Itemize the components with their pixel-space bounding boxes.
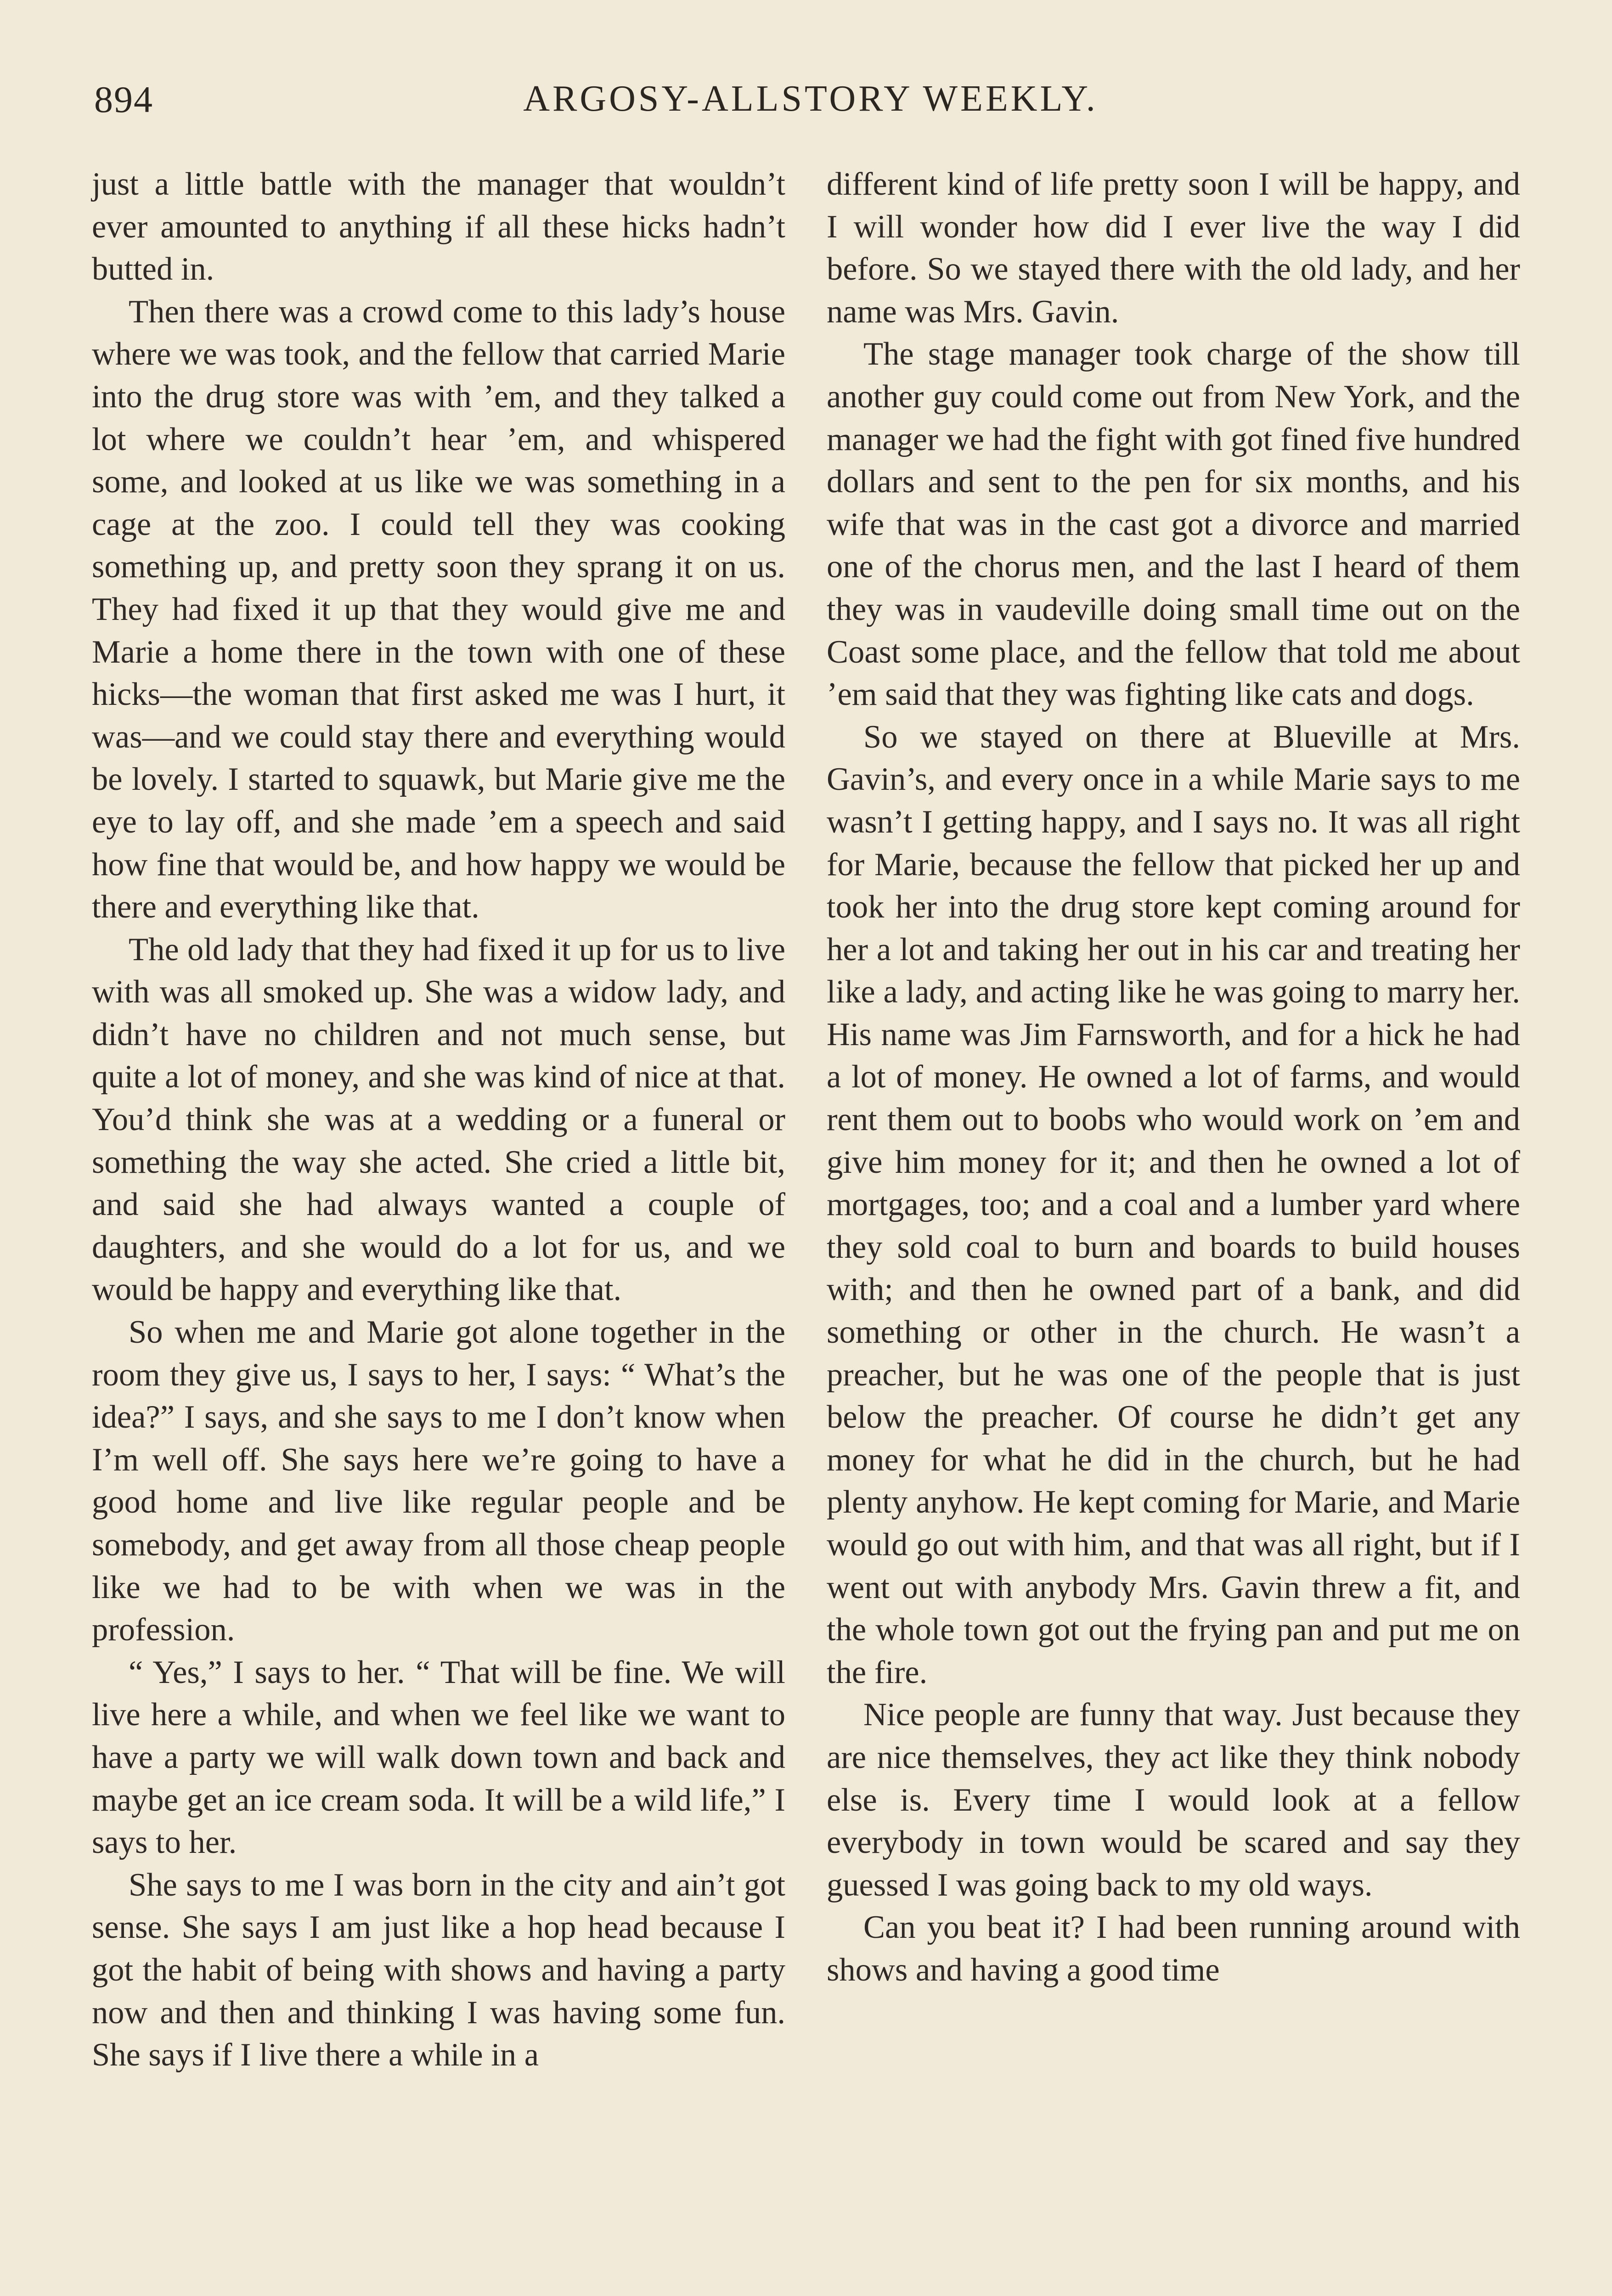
paragraph: Nice people are funny that way. Just because they are nice themselves, they act like they think nobody else is. Every time I would look at a fellow everybody in town would be scared and say they guessed I was going back to my old ways. (827, 1697, 1520, 1903)
paragraph: She says to me I was born in the city and ain’t got sense. She says I am just like a hop head because I got the habit of being with shows and having a party now and then and thinking I was having some fun. She says if I live there a while in a (92, 1867, 785, 2073)
paragraph: So when me and Marie got alone together in the room they give us, I says to her, I says: “ What’s the idea?” I says, and she says to me I don’t know when I’m well off. She says here we’re going to have a good home and live like regular people and be somebody, and get away from all those cheap people like we had to be with when we was in the profession. (92, 1314, 785, 1648)
left-column (92, 163, 785, 2077)
right-column (827, 163, 1520, 1992)
paragraph: different kind of life pretty soon I will be happy, and I will wonder how did I ever live the way I did before. So we stayed there with the old lady, and her name was Mrs. Gavin. (827, 166, 1520, 330)
paragraph: just a little battle with the manager that wouldn’t ever amounted to anything if all these hicks hadn’t butted in. (92, 166, 785, 287)
paragraph: The stage manager took charge of the show till another guy could come out from New York, and the manager we had the fight with got fined five hundred dollars and sent to the pen for six months, and his wife that was in the cast got a divorce and married one of the chorus men, and the last I heard of them they was in vaudeville doing small time out on the Coast some place, and the fellow that told me about ’em said that they was fighting like cats and dogs. (827, 336, 1520, 713)
running-head (94, 78, 1527, 133)
page-number: 894 (94, 79, 153, 120)
paragraph: So we stayed on there at Blueville at Mrs. Gavin’s, and every once in a while Marie says to me wasn’t I getting happy, and I says no. It was all right for Marie, because the fellow that picked her up and took her into the drug store kept coming around for her a lot and taking her out in his car and treating her like a lady, and acting like he was going to marry her. His name was Jim Farnsworth, and for a hick he had a lot of money. He owned a lot of farms, and would rent them out to boobs who would work on ’em and give him money for it; and then he owned a lot of mortgages, too; and a coal and a lumber yard where they sold coal to burn and boards to build houses with; and then he owned part of a bank, and did something or other in the church. He wasn’t a preacher, but he was one of the people that is just below the preacher. Of course he didn’t get any money for what he did in the church, but he had plenty anyhow. He kept coming for Marie, and Marie would go out with him, and that was all right, but if I went out with anybody Mrs. Gavin threw a fit, and the whole town got out the frying pan and put me on the fire. (827, 719, 1520, 1690)
paragraph: The old lady that they had fixed it up for us to live with was all smoked up. She was a widow lady, and didn’t have no children and not much sense, but quite a lot of money, and she was kind of nice at that. You’d think she was at a wedding or a funeral or something the way she acted. She cried a little bit, and said she had always wanted a couple of daughters, and she would do a lot for us, and we would be happy and everything like that. (92, 931, 785, 1308)
paragraph: Can you beat it? I had been running around with shows and having a good time (827, 1909, 1520, 1988)
paragraph: “ Yes,” I says to her. “ That will be fine. We will live here a while, and when we feel like we want to have a party we will walk down town and back and maybe get an ice cream soda. It will be a wild life,” I says to her. (92, 1654, 785, 1861)
paragraph: Then there was a crowd come to this lady’s house where we was took, and the fellow that carried Marie into the drug store was with ’em, and they talked a lot where we couldn’t hear ’em, and whispered some, and looked at us like we was something in a cage at the zoo. I could tell they was cooking something up, and pretty soon they sprang it on us. They had fixed it up that they would give me and Marie a home there in the town with one of these hicks—the woman that first asked me was I hurt, it was—and we could stay there and everything would be lovely. I started to squawk, but Marie give me the eye to lay off, and she made ’em a speech and said how fine that would be, and how happy we would be there and everything like that. (92, 293, 785, 925)
magazine-title: ARGOSY-ALLSTORY WEEKLY. (523, 79, 1098, 119)
